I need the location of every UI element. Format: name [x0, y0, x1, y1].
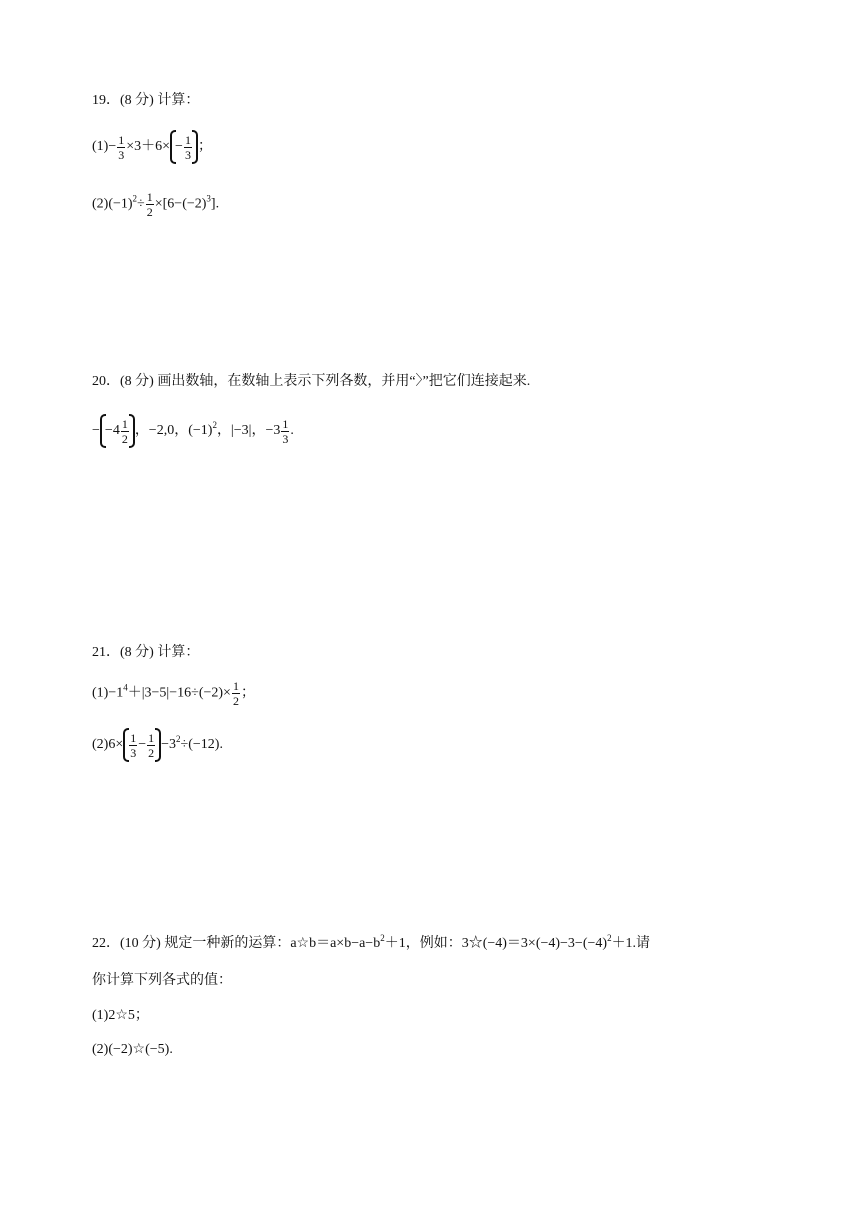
q20-parentheses: [100, 414, 135, 448]
q21-p2-prefix: (2)6×: [92, 737, 124, 753]
q20-items: [92, 414, 294, 448]
q19-part1: [92, 130, 212, 164]
exponent: 2: [176, 734, 181, 745]
q19-p1-inner-fraction: [184, 133, 192, 162]
minus-sign: −: [175, 139, 183, 154]
denominator: 2: [148, 745, 155, 760]
q21-p1-prefix: (1)−1: [92, 685, 124, 701]
q19-p2-mid: ×[6−(−2): [154, 196, 207, 212]
q19-p1-parentheses: [170, 130, 198, 164]
q22-heading-a: 22．(10 分) 规定一种新的运算：a☆b＝a×b−a−b: [92, 936, 381, 951]
period: .: [290, 423, 294, 439]
q21-part1: [92, 679, 255, 708]
q19-p1-mid: ×3＋6×: [126, 139, 171, 155]
denominator: 2: [146, 205, 153, 219]
exponent: 2: [380, 933, 385, 943]
q22-heading-c: ＋1.请: [611, 936, 651, 951]
q20-heading: 20．(8 分) 画出数轴，在数轴上表示下列各数，并用“〉”把它们连接起来.: [92, 374, 531, 389]
denominator: 3: [118, 147, 125, 162]
numerator: 1: [146, 190, 153, 204]
q21-p1-mid: ＋|3−5|−16÷(−2)×: [127, 685, 231, 701]
exponent: 2: [132, 193, 138, 204]
numerator: 1: [118, 132, 125, 147]
q22-heading: [92, 935, 650, 953]
q20-fraction-1: [121, 417, 129, 446]
q19-p1-suffix: ；: [197, 139, 212, 155]
q21-heading: 21．(8 分) 计算：: [92, 645, 200, 660]
q21-p1-fraction: [232, 679, 240, 708]
numerator: 1: [130, 730, 137, 745]
q19-p2-fraction: [146, 190, 154, 219]
whole-number: 4: [112, 423, 120, 438]
q22-part2: (2)(−2)☆(−5).: [92, 1042, 173, 1057]
minus-sign: −: [104, 423, 113, 438]
q21-p2-mid: −3: [161, 737, 177, 753]
denominator: 2: [121, 431, 128, 446]
q19-part2: [92, 190, 219, 219]
minus-sign: −: [138, 737, 147, 752]
q20-items-mid: ，−2,0，(−1): [134, 423, 213, 439]
q21-p2-parentheses: [123, 728, 161, 762]
q19-p2-suffix: ].: [210, 196, 220, 212]
q21-p2-fraction-2: [147, 731, 155, 760]
q19-p1-prefix: (1)−: [92, 139, 117, 155]
numerator: 1: [232, 679, 239, 693]
numerator: 1: [148, 730, 155, 745]
denominator: 3: [282, 431, 289, 446]
q22-heading-b: ＋1，例如：3☆(−4)＝3×(−4)−3−(−4): [384, 936, 608, 951]
exponent: 4: [123, 682, 128, 693]
q21-part2: [92, 728, 223, 762]
q19-p1-fraction: [117, 133, 125, 162]
denominator: 3: [130, 745, 137, 760]
minus-sign: −: [92, 423, 100, 439]
q21-p2-fraction-1: [129, 731, 137, 760]
denominator: 3: [184, 147, 191, 162]
denominator: 2: [232, 694, 239, 708]
q19-heading: 19．(8 分) 计算：: [92, 93, 200, 108]
q20-items-tail: ，|−3|，−3: [216, 423, 281, 439]
exponent: 3: [206, 193, 211, 204]
exponent: 2: [607, 933, 612, 943]
exponent: 2: [212, 420, 217, 431]
q21-p2-suffix: ÷(−12).: [180, 737, 223, 753]
q19-p2-prefix: (2)(−1): [92, 196, 133, 212]
numerator: 1: [184, 132, 191, 147]
q20-fraction-2: [281, 417, 289, 446]
divide-sign: ÷: [137, 196, 145, 212]
q22-part1: (1)2☆5；: [92, 1008, 149, 1023]
numerator: 1: [121, 416, 128, 431]
q21-p1-suffix: ；: [240, 685, 255, 701]
q22-heading-line2: 你计算下列各式的值：: [92, 973, 232, 988]
numerator: 1: [282, 416, 289, 431]
